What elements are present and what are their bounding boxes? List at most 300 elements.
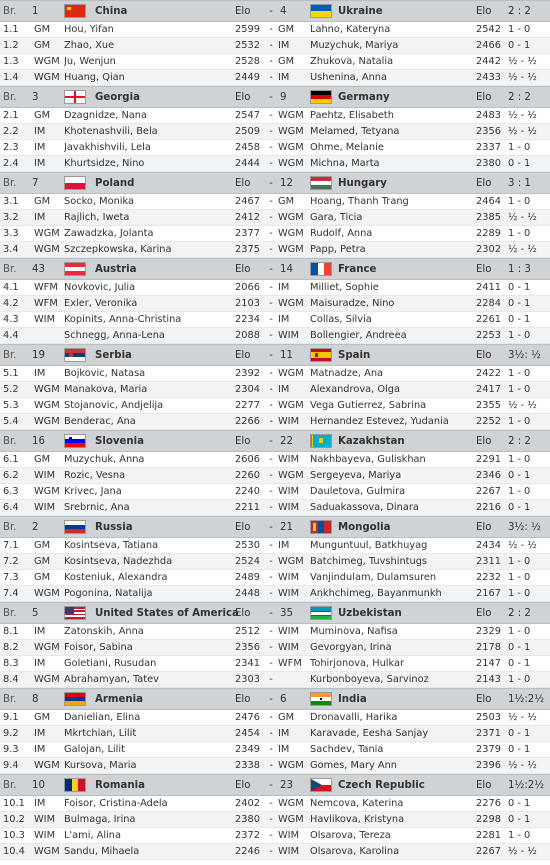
board-label: Br. <box>3 779 17 791</box>
match-header <box>0 602 550 624</box>
separator: - <box>269 142 273 153</box>
team1-name: United States of America <box>95 607 239 619</box>
separator: - <box>269 368 273 379</box>
game-result: ½ - ½ <box>508 712 537 723</box>
separator: - <box>269 830 273 841</box>
hungary-flag-icon <box>310 176 332 190</box>
team1-name: China <box>95 5 128 17</box>
elo-label: Elo <box>235 91 251 103</box>
player2-name: Zhukova, Natalia <box>310 56 394 67</box>
separator: - <box>269 760 273 771</box>
board-number: 8.1 <box>3 626 19 637</box>
separator: - <box>269 454 273 465</box>
player2-elo: 2311 <box>476 556 501 567</box>
player2-title: WGM <box>278 470 304 481</box>
player1-title: WIM <box>34 814 56 825</box>
player2-title: WIM <box>278 330 300 341</box>
table-row <box>0 242 550 258</box>
match-header <box>0 0 550 22</box>
game-result: ½ - ½ <box>508 110 537 121</box>
team2-number: 11 <box>280 349 293 361</box>
separator: - <box>269 798 273 809</box>
player1-elo: 2341 <box>235 658 260 669</box>
player2-name: Bollengier, Andreea <box>310 330 407 341</box>
team2-number: 14 <box>280 263 293 275</box>
player1-elo: 2467 <box>235 196 260 207</box>
player1-title: IM <box>34 212 46 223</box>
player1-elo: 2338 <box>235 760 260 771</box>
player1-title: WIM <box>34 830 56 841</box>
player1-name: Pogonina, Natalija <box>64 588 153 599</box>
player2-elo: 2143 <box>476 674 501 685</box>
table-row <box>0 538 550 554</box>
team2-name: Czech Republic <box>338 779 425 791</box>
separator: - <box>269 674 273 685</box>
player1-name: Kopinits, Anna-Christina <box>64 314 182 325</box>
player2-elo: 2337 <box>476 142 501 153</box>
game-result: ½ - ½ <box>508 760 537 771</box>
table-row <box>0 452 550 468</box>
team2-number: 21 <box>280 521 293 533</box>
player1-name: Dzagnidze, Nana <box>64 110 148 121</box>
player1-name: Foisor, Cristina-Adela <box>64 798 168 809</box>
team1-number: 43 <box>32 263 45 275</box>
team2-number: 23 <box>280 779 293 791</box>
player2-title: WGM <box>278 142 304 153</box>
player1-elo: 2528 <box>235 56 260 67</box>
player2-title: IM <box>278 40 290 51</box>
game-result: 1 - 0 <box>508 142 531 153</box>
spain-flag-icon <box>310 348 332 362</box>
player2-name: Dronavalli, Harika <box>310 712 398 723</box>
elo-label: Elo <box>235 263 251 275</box>
game-result: 0 - 1 <box>508 798 531 809</box>
team1-name: Slovenia <box>95 435 144 447</box>
player1-title <box>34 328 60 343</box>
player2-title: IM <box>278 744 290 755</box>
table-row <box>0 328 550 344</box>
player1-elo: 2066 <box>235 282 260 293</box>
match-section <box>0 602 550 688</box>
player1-title: WGM <box>34 56 60 67</box>
game-result: 1 - 0 <box>508 588 531 599</box>
player2-elo: 2267 <box>476 846 501 857</box>
player2-title: WGM <box>278 556 304 567</box>
player2-title: WIM <box>278 416 300 427</box>
game-result: ½ - ½ <box>508 540 537 551</box>
serbia-flag-icon <box>64 348 86 362</box>
table-row <box>0 156 550 172</box>
player2-elo: 2291 <box>476 454 501 465</box>
separator: - <box>269 110 273 121</box>
player2-title: WGM <box>278 244 304 255</box>
team1-number: 2 <box>32 521 39 533</box>
team2-number: 22 <box>280 435 293 447</box>
player2-name: Gevorgyan, Irina <box>310 642 392 653</box>
board-number: 5.1 <box>3 368 19 379</box>
team2-name: Uzbekistan <box>338 607 402 619</box>
separator: - <box>269 502 273 513</box>
kazakhstan-flag-icon <box>310 434 332 448</box>
board-number: 10.4 <box>3 846 25 857</box>
player1-title: WGM <box>34 760 60 771</box>
player2-title: WGM <box>278 158 304 169</box>
table-row <box>0 398 550 414</box>
player2-name: Nakhbayeva, Guliskhan <box>310 454 426 465</box>
player1-elo: 2392 <box>235 368 260 379</box>
board-label: Br. <box>3 435 17 447</box>
game-result: 1 - 0 <box>508 384 531 395</box>
separator: - <box>269 24 273 35</box>
player2-elo: 2253 <box>476 330 501 341</box>
player2-name: Munguntuul, Batkhuyag <box>310 540 428 551</box>
player2-title: WGM <box>278 798 304 809</box>
board-number: 9.4 <box>3 760 19 771</box>
player2-title: IM <box>278 384 290 395</box>
elo-label: Elo <box>235 693 251 705</box>
match-section <box>0 86 550 172</box>
player1-elo: 2380 <box>235 814 260 825</box>
player2-title: WIM <box>278 486 300 497</box>
team2-name: Kazakhstan <box>338 435 405 447</box>
player1-name: Kursova, Maria <box>64 760 137 771</box>
player2-title: WIM <box>278 502 300 513</box>
player1-title: IM <box>34 142 46 153</box>
board-number: 4.3 <box>3 314 19 325</box>
uzbekistan-flag-icon <box>310 606 332 620</box>
elo-label: Elo <box>476 263 492 275</box>
player1-name: L'ami, Alina <box>64 830 122 841</box>
player1-name: Kosintseva, Nadezhda <box>64 556 173 567</box>
game-result: 0 - 1 <box>508 502 531 513</box>
game-result: 0 - 1 <box>508 40 531 51</box>
match-score: 3½: ½ <box>508 521 541 533</box>
board-label: Br. <box>3 349 17 361</box>
board-number: 2.1 <box>3 110 19 121</box>
player1-elo: 2448 <box>235 588 260 599</box>
team1-name: Russia <box>95 521 133 533</box>
separator: - <box>269 330 273 341</box>
player2-name: Muzychuk, Mariya <box>310 40 399 51</box>
player2-elo: 2178 <box>476 642 501 653</box>
table-row <box>0 484 550 500</box>
player2-title: WFM <box>278 658 302 669</box>
match-score: 1½:2½ <box>508 693 545 705</box>
player2-elo: 2329 <box>476 626 501 637</box>
player2-name: Ohme, Melanie <box>310 142 384 153</box>
india-flag-icon <box>310 692 332 706</box>
player1-name: Zatonskih, Anna <box>64 626 144 637</box>
player2-name: Vega Gutierrez, Sabrina <box>310 400 427 411</box>
game-result: 1 - 0 <box>508 454 531 465</box>
team2-name: India <box>338 693 367 705</box>
player2-title: WGM <box>278 110 304 121</box>
separator: - <box>269 91 273 103</box>
player2-elo: 2503 <box>476 712 501 723</box>
player2-elo: 2355 <box>476 400 501 411</box>
team2-name: Spain <box>338 349 371 361</box>
player2-elo: 2216 <box>476 502 501 513</box>
player2-name: Hoang, Thanh Trang <box>310 196 409 207</box>
table-row <box>0 844 550 860</box>
team2-name: Germany <box>338 91 390 103</box>
slovenia-flag-icon <box>64 434 86 448</box>
game-result: ½ - ½ <box>508 400 537 411</box>
player2-name: Ankhchimeg, Bayanmunkh <box>310 588 442 599</box>
elo-label: Elo <box>476 349 492 361</box>
game-result: ½ - ½ <box>508 846 537 857</box>
player1-elo: 2234 <box>235 314 260 325</box>
separator: - <box>269 349 273 361</box>
player1-name: Bojkovic, Natasa <box>64 368 146 379</box>
player1-elo: 2458 <box>235 142 260 153</box>
board-number: 9.2 <box>3 728 19 739</box>
separator: - <box>269 126 273 137</box>
game-result: 0 - 1 <box>508 314 531 325</box>
separator: - <box>269 400 273 411</box>
game-result: 1 - 0 <box>508 830 531 841</box>
player1-name: Abrahamyan, Tatev <box>64 674 159 685</box>
match-score: 3½: ½ <box>508 349 541 361</box>
separator: - <box>269 158 273 169</box>
board-number: 9.3 <box>3 744 19 755</box>
match-header <box>0 258 550 280</box>
team1-number: 1 <box>32 5 39 17</box>
player2-title <box>278 672 304 687</box>
player2-title: WIM <box>278 626 300 637</box>
team2-name: France <box>338 263 377 275</box>
board-number: 7.4 <box>3 588 19 599</box>
table-row <box>0 656 550 672</box>
team2-number: 35 <box>280 607 293 619</box>
elo-label: Elo <box>476 693 492 705</box>
player2-elo: 2167 <box>476 588 501 599</box>
player1-name: Mkrtchian, Lilit <box>64 728 137 739</box>
player1-name: Szczepkowska, Karina <box>64 244 172 255</box>
player1-elo: 2476 <box>235 712 260 723</box>
separator: - <box>269 298 273 309</box>
player1-name: Stojanovic, Andjelija <box>64 400 164 411</box>
player1-name: Galojan, Lilit <box>64 744 125 755</box>
austria-flag-icon <box>64 262 86 276</box>
player1-name: Rajlich, Iweta <box>64 212 130 223</box>
table-row <box>0 812 550 828</box>
team1-number: 16 <box>32 435 45 447</box>
board-number: 4.2 <box>3 298 19 309</box>
player2-name: Matnadze, Ana <box>310 368 384 379</box>
game-result: 0 - 1 <box>508 744 531 755</box>
player1-elo: 2444 <box>235 158 260 169</box>
match-score: 2 : 2 <box>508 607 531 619</box>
player2-elo: 2267 <box>476 486 501 497</box>
player2-title: IM <box>278 282 290 293</box>
elo-label: Elo <box>235 521 251 533</box>
player2-elo: 2147 <box>476 658 501 669</box>
player1-elo: 2277 <box>235 400 260 411</box>
game-result: 1 - 0 <box>508 572 531 583</box>
game-result: 1 - 0 <box>508 674 531 685</box>
table-row <box>0 124 550 140</box>
player1-title: WGM <box>34 72 60 83</box>
player1-title: WFM <box>34 298 58 309</box>
player1-elo: 2454 <box>235 728 260 739</box>
player1-title: IM <box>34 744 46 755</box>
player2-name: Olsarova, Tereza <box>310 830 391 841</box>
player2-title: GM <box>278 712 295 723</box>
team1-number: 19 <box>32 349 45 361</box>
player2-name: Saduakassova, Dinara <box>310 502 419 513</box>
table-row <box>0 210 550 226</box>
romania-flag-icon <box>64 778 86 792</box>
separator: - <box>269 263 273 275</box>
separator: - <box>269 282 273 293</box>
table-row <box>0 70 550 86</box>
match-score: 1½:2½ <box>508 779 545 791</box>
separator: - <box>269 712 273 723</box>
player1-elo: 2304 <box>235 384 260 395</box>
table-row <box>0 468 550 484</box>
player2-elo: 2483 <box>476 110 501 121</box>
player1-title: IM <box>34 798 46 809</box>
match-section <box>0 516 550 602</box>
player2-elo: 2466 <box>476 40 501 51</box>
czech-flag-icon <box>310 778 332 792</box>
player1-elo: 2449 <box>235 72 260 83</box>
game-result: 0 - 1 <box>508 470 531 481</box>
player1-title: GM <box>34 40 51 51</box>
player1-title: IM <box>34 158 46 169</box>
player1-name: Danielian, Elina <box>64 712 141 723</box>
board-number: 10.3 <box>3 830 25 841</box>
player2-elo: 2356 <box>476 126 501 137</box>
team1-name: Georgia <box>95 91 140 103</box>
elo-label: Elo <box>235 435 251 447</box>
player2-name: Milliet, Sophie <box>310 282 379 293</box>
board-number: 3.2 <box>3 212 19 223</box>
elo-label: Elo <box>235 349 251 361</box>
table-row <box>0 366 550 382</box>
board-number: 1.3 <box>3 56 19 67</box>
player2-elo: 2422 <box>476 368 501 379</box>
player1-name: Srebrnic, Ana <box>64 502 130 513</box>
player1-elo: 2372 <box>235 830 260 841</box>
player2-title: WGM <box>278 814 304 825</box>
player1-title: GM <box>34 454 51 465</box>
separator: - <box>269 56 273 67</box>
player1-title: WGM <box>34 846 60 857</box>
player1-name: Javakhishvili, Lela <box>64 142 151 153</box>
board-label: Br. <box>3 607 17 619</box>
player1-name: Sandu, Mihaela <box>64 846 140 857</box>
game-result: 1 - 0 <box>508 486 531 497</box>
team1-number: 10 <box>32 779 45 791</box>
elo-label: Elo <box>476 779 492 791</box>
separator: - <box>269 384 273 395</box>
match-header <box>0 516 550 538</box>
separator: - <box>269 521 273 533</box>
elo-label: Elo <box>476 5 492 17</box>
player1-elo: 2532 <box>235 40 260 51</box>
separator: - <box>269 470 273 481</box>
separator: - <box>269 212 273 223</box>
player1-name: Rozic, Vesna <box>64 470 126 481</box>
board-number: 4.1 <box>3 282 19 293</box>
player2-name: Melamed, Tetyana <box>310 126 400 137</box>
match-section <box>0 172 550 258</box>
germany-flag-icon <box>310 90 332 104</box>
separator: - <box>269 744 273 755</box>
player2-elo: 2281 <box>476 830 501 841</box>
player2-elo: 2433 <box>476 72 501 83</box>
player1-name: Novkovic, Julia <box>64 282 136 293</box>
match-header <box>0 344 550 366</box>
player1-name: Zawadzka, Jolanta <box>64 228 154 239</box>
usa-flag-icon <box>64 606 86 620</box>
player2-name: Collas, Silvia <box>310 314 372 325</box>
game-result: 0 - 1 <box>508 814 531 825</box>
table-row <box>0 624 550 640</box>
team1-name: Romania <box>95 779 145 791</box>
board-number: 7.1 <box>3 540 19 551</box>
player1-elo: 2266 <box>235 416 260 427</box>
game-result: 0 - 1 <box>508 642 531 653</box>
team1-name: Armenia <box>95 693 144 705</box>
player1-name: Schnegg, Anna-Lena <box>64 330 165 341</box>
board-number: 3.1 <box>3 196 19 207</box>
player2-elo: 2302 <box>476 244 501 255</box>
player2-title: WIM <box>278 846 300 857</box>
player1-name: Bulmaga, Irina <box>64 814 136 825</box>
game-result: 1 - 0 <box>508 196 531 207</box>
player1-elo: 2103 <box>235 298 260 309</box>
elo-label: Elo <box>476 91 492 103</box>
match-section <box>0 344 550 430</box>
player1-title: GM <box>34 540 51 551</box>
table-row <box>0 742 550 758</box>
player1-title: GM <box>34 110 51 121</box>
player2-elo: 2380 <box>476 158 501 169</box>
player1-name: Muzychuk, Anna <box>64 454 145 465</box>
table-row <box>0 710 550 726</box>
player2-elo: 2542 <box>476 24 501 35</box>
player2-title: IM <box>278 314 290 325</box>
player2-name: Muminova, Nafisa <box>310 626 398 637</box>
player2-name: Hernandez Estevez, Yudania <box>310 416 449 427</box>
player2-title: WGM <box>278 212 304 223</box>
player1-elo: 2349 <box>235 744 260 755</box>
separator: - <box>269 5 273 17</box>
player1-title: WGM <box>34 674 60 685</box>
elo-label: Elo <box>476 177 492 189</box>
game-result: 1 - 0 <box>508 228 531 239</box>
player2-elo: 2385 <box>476 212 501 223</box>
board-number: 7.2 <box>3 556 19 567</box>
player1-name: Goletiani, Rusudan <box>64 658 157 669</box>
player1-elo: 2211 <box>235 502 260 513</box>
board-label: Br. <box>3 91 17 103</box>
player2-elo: 2252 <box>476 416 501 427</box>
game-result: 0 - 1 <box>508 298 531 309</box>
player2-name: Lahno, Kateryna <box>310 24 391 35</box>
board-number: 6.4 <box>3 502 19 513</box>
table-row <box>0 296 550 312</box>
player1-title: WFM <box>34 282 58 293</box>
player2-elo: 2379 <box>476 744 501 755</box>
player1-title: WGM <box>34 416 60 427</box>
board-number: 2.4 <box>3 158 19 169</box>
board-number: 9.1 <box>3 712 19 723</box>
table-row <box>0 758 550 774</box>
